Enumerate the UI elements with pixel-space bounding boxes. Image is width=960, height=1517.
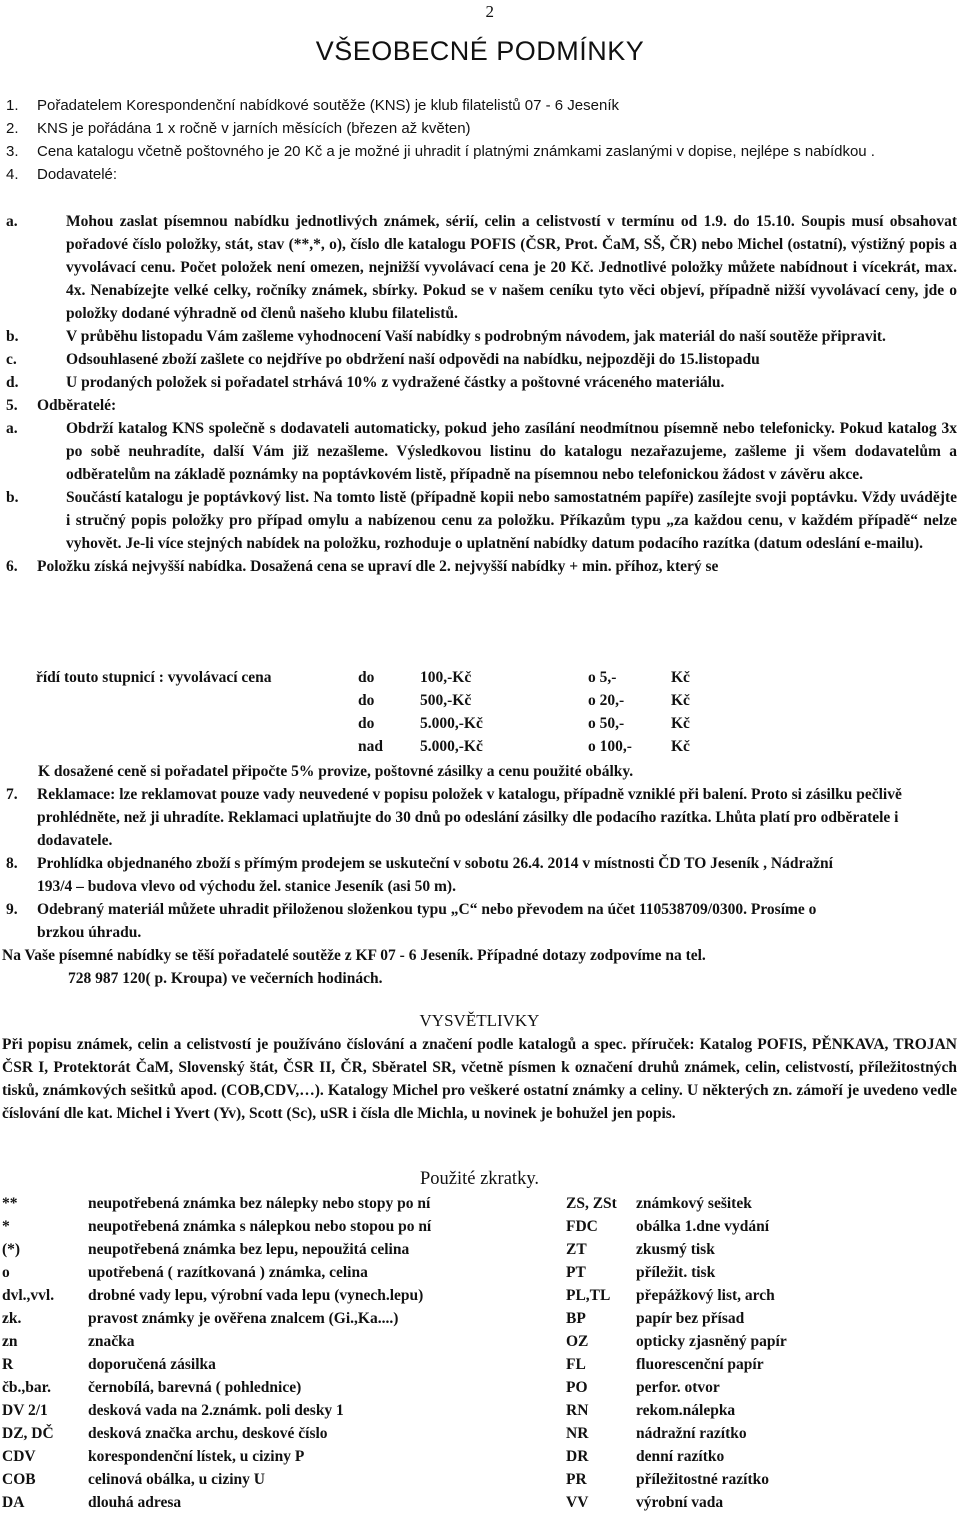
abbreviation-code: o xyxy=(2,1264,10,1281)
list-item: a. Mohou zaslat písemnou nabídku jednotlivých známek, sérií, celin a celistvostí v termínu od 1.9. do 15.10. Soupis musí obsahovat pořadové číslo položky, stát, stav (**,*, o), číslo dle katalogu POFIS (ČSR, Prot. ČaM, SŠ, ČR) nebo Michel (ostatní), výstižný popis a vyvolávací cenu. Počet položek není omezen, nejnižší vyvolávací cena je 20 Kč. Jednotlivé položky můžete nabídnout i vícekrát, max. 4x. Nenabízejte velké celky, ročníky známek, sbírky. Pokud se v našem ceníku tyto věci objeví, případně nižší vyvolávací ceny, jde o položky dodané výhradně od členů našeho klubu filatelistů. xyxy=(6,213,957,322)
abbreviation-meaning: rekom.nálepka xyxy=(636,1402,736,1419)
table-row xyxy=(2,1448,787,1471)
abbreviation-code: DA xyxy=(2,1494,25,1511)
abbreviation-meaning: značka xyxy=(88,1333,135,1350)
abbreviation-code: ZS, ZSt xyxy=(566,1195,617,1212)
table-row xyxy=(2,1471,787,1494)
table-row xyxy=(2,1241,787,1264)
table-row xyxy=(2,1402,787,1425)
abbreviation-meaning: příležitostné razítko xyxy=(636,1471,770,1488)
table-row xyxy=(2,1195,787,1218)
abbreviation-code: DR xyxy=(566,1448,589,1465)
abbreviation-code: RN xyxy=(566,1402,589,1419)
commission-note: K dosažené ceně si pořadatel připočte 5% provize, poštovné zásilky a cenu použité obálky. xyxy=(38,763,634,780)
abbreviation-meaning: výrobní vada xyxy=(636,1494,724,1511)
abbreviation-code: R xyxy=(2,1356,14,1373)
abbreviation-meaning: celinová obálka, u ciziny U xyxy=(88,1471,265,1488)
abbreviation-code: FDC xyxy=(566,1218,598,1235)
list-item: 7. Reklamace: lze reklamovat pouze vady neuvedené v popisu položek v katalogu, případně vzniklé při balení. Proto si zásilku pečlivě prohlédněte, než ji uhradíte. Reklamaci uplatňujte do 30 dnů po odeslání zásilky dle podacího razítka. Lhůta platí pro odběratele i dodavatele. xyxy=(6,786,902,849)
table-row xyxy=(2,1356,787,1379)
abbreviation-meaning: neupotřebená známka bez lepu, nepoužitá celina xyxy=(88,1241,410,1258)
abbreviation-meaning: přepážkový list, arch xyxy=(636,1287,775,1304)
abbreviation-code: zk. xyxy=(2,1310,22,1327)
explanations-title: VYSVĚTLIVKY xyxy=(419,1011,540,1030)
abbreviation-meaning: doporučená zásilka xyxy=(88,1356,216,1373)
abbreviation-meaning: neupotřebená známka bez nálepky nebo stopy po ní xyxy=(88,1195,431,1212)
list-item: 5. Odběratelé: xyxy=(6,397,117,414)
abbreviation-code: FL xyxy=(566,1356,586,1373)
table-row: nad 5.000,-Kč o 100,- Kč xyxy=(358,737,690,755)
abbreviation-code: COB xyxy=(2,1471,36,1488)
abbreviation-meaning: obálka 1.dne vydání xyxy=(636,1218,770,1235)
list-item: b. Součástí katalogu je poptávkový list. Na tomto listě (případně kopii nebo samostatném papíře) zasílejte svoji poptávku. Vždy uvádějte i stručný popis položky pro případ omylu a nabízenou cenu za položku. Příkazům typu „za každou cenu, v každém případě“ nelze vyhovět. Je-li více stejných nabídek na položku, rozhoduje o uplatnění nabídky datum podacího razítka (datum odeslání e-mailu). xyxy=(6,489,957,552)
abbreviation-meaning: opticky zjasněný papír xyxy=(636,1333,787,1350)
list-item: b. V průběhu listopadu Vám zašleme vyhodnocení Vaší nabídky s podrobným návodem, jak materiál do naší soutěže připravit. xyxy=(6,328,886,345)
abbreviation-meaning: drobné vady lepu, výrobní vada lepu (vynech.lepu) xyxy=(88,1287,424,1304)
abbreviation-code: DV 2/1 xyxy=(2,1402,48,1419)
abbreviation-meaning: zkusmý tisk xyxy=(636,1241,715,1258)
closing-line: Na Vaše písemné nabídky se těší pořadatelé soutěže z KF 07 - 6 Jeseník. Případné dotazy zodpovíme na tel. xyxy=(2,947,706,964)
list-item: 9. Odebraný materiál můžete uhradit přiloženou složenkou typu „C“ nebo převodem na účet 110538709/0300. Prosíme o brzkou úhradu. xyxy=(6,901,817,941)
abbreviation-meaning: desková vada na 2.známk. poli desky 1 xyxy=(88,1402,344,1419)
abbreviations-table xyxy=(2,1195,787,1517)
abbreviation-code: BP xyxy=(566,1310,586,1327)
abbreviation-code: NR xyxy=(566,1425,589,1442)
table-row xyxy=(2,1264,787,1287)
table-row xyxy=(2,1310,787,1333)
abbreviation-meaning: upotřebená ( razítkovaná ) známka, celina xyxy=(88,1264,368,1281)
abbreviation-meaning: papír bez přísad xyxy=(636,1310,745,1327)
abbreviation-code: * xyxy=(2,1218,10,1235)
abbreviation-code: ZT xyxy=(566,1241,587,1258)
table-row xyxy=(2,1218,787,1241)
abbreviation-meaning: fluorescenční papír xyxy=(636,1356,764,1373)
list-item: 1. Pořadatelem Korespondenční nabídkové soutěže (KNS) je klub filatelistů 07 - 6 Jeseník xyxy=(6,97,619,114)
abbreviation-meaning: nádražní razítko xyxy=(636,1425,747,1442)
phone-line: 728 987 120( p. Kroupa) ve večerních hodinách. xyxy=(68,970,383,987)
table-row: řídí touto stupnicí : vyvolávací cena do 100,-Kč o 5,- Kč xyxy=(36,668,690,686)
abbreviation-code: VV xyxy=(566,1494,589,1511)
abbreviation-meaning: perfor. otvor xyxy=(636,1379,720,1396)
abbreviation-meaning: neupotřebená známka s nálepkou nebo stopou po ní xyxy=(88,1218,432,1235)
abbreviation-code: DZ, DČ xyxy=(2,1425,54,1442)
table-row: do 500,-Kč o 20,- Kč xyxy=(358,691,690,709)
abbreviation-code: PO xyxy=(566,1379,588,1396)
list-item: c. Odsouhlasené zboží zašlete co nejdříve po obdržení naší odpovědi na nabídku, nejpozději do 15.listopadu xyxy=(6,351,760,368)
list-item: 2. KNS je pořádána 1 x ročně v jarních měsících (březen až květen) xyxy=(6,120,471,137)
abbreviation-meaning: denní razítko xyxy=(636,1448,725,1465)
table-row xyxy=(2,1379,787,1402)
general-conditions-top xyxy=(2,94,957,186)
explanations-text: Při popisu známek, celin a celistvostí je používáno číslování a značení podle katalogů a spec. příruček: Katalog POFIS, PĚNKAVA, TROJAN ČSR I, Protektorát ČaM, Slovenský štát, ČSR II, ČR, Sběratel SR, včetně písmen k označení druhů známek, celin, celistvostí, příležitostných tisků, známkových sešitků apod. (COB,CDV,…). Katalogy Michel pro veškeré ostatní známky a celiny. U některých zn. zámoří je uvedeno vedle číslování dle kat. Michel i Yvert (Yv), Scott (Sc), uSR i čísla dle Michla, u novinek je bohužel jen popis. xyxy=(2,1036,957,1122)
abbreviation-code: ** xyxy=(2,1195,18,1212)
abbreviation-meaning: příležit. tisk xyxy=(636,1264,716,1281)
abbreviation-code: OZ xyxy=(566,1333,589,1350)
page-title: VŠEOBECNÉ PODMÍNKY xyxy=(315,36,645,66)
abbreviation-meaning: černobílá, barevná ( pohlednice) xyxy=(88,1379,302,1396)
table-row xyxy=(2,1494,787,1517)
general-conditions-bottom xyxy=(2,783,957,990)
abbreviation-code: PT xyxy=(566,1264,586,1281)
abbreviation-meaning: desková značka archu, deskové číslo xyxy=(88,1425,328,1442)
table-row xyxy=(2,1425,787,1448)
list-item: 3. Cena katalogu včetně poštovného je 20 Kč a je možné ji uhradit í platnými známkami zaslanými v dopise, nejlépe s nabídkou . xyxy=(6,143,875,160)
list-item: 8. Prohlídka objednaného zboží s přímým prodejem se uskuteční v sobotu 26.4. 2014 v místnosti ČD TO Jeseník , Nádražní 193/4 – budova vlevo od východu žel. stanice Jeseník (asi 50 m). xyxy=(6,855,833,895)
abbreviation-code: zn xyxy=(2,1333,18,1350)
table-row: do 5.000,-Kč o 50,- Kč xyxy=(358,714,690,732)
table-row xyxy=(2,1333,787,1356)
abbreviation-meaning: dlouhá adresa xyxy=(88,1494,182,1511)
abbreviation-code: (*) xyxy=(2,1241,21,1258)
table-row xyxy=(2,1287,787,1310)
abbreviation-code: CDV xyxy=(2,1448,36,1465)
abbreviation-meaning: známkový sešitek xyxy=(636,1195,752,1212)
suppliers-section xyxy=(2,210,957,578)
list-item: 6. Položku získá nejvyšší nabídka. Dosažená cena se upraví dle 2. nejvyšší nabídky + min. příhoz, který se xyxy=(6,558,719,575)
abbreviations-title: Použité zkratky. xyxy=(419,1169,539,1189)
abbreviation-meaning: pravost známky je ověřena znalcem (Gi.,Ka....) xyxy=(88,1310,399,1327)
increment-scale-table xyxy=(36,666,690,758)
list-item: d. U prodaných položek si pořadatel strhává 10% z vydražené částky a poštovné vráceného materiálu. xyxy=(6,374,725,391)
list-item: a. Obdrží katalog KNS společně s dodavateli automaticky, pokud jeho zasílání neodmítnou písemně nebo telefonicky. Pokud katalog 3x po sobě neuhradíte, další Vám již nezašleme. Výsledkovou listinu do katalogu nezařazujeme, zašleme ji všem dodavatelům a odběratelům na základě poznámky na poptávkovém listě, případně na písemnou nebo telefonickou žádost v závěru akce. xyxy=(6,420,957,483)
abbreviation-code: PR xyxy=(566,1471,587,1488)
abbreviation-code: dvl.,vvl. xyxy=(2,1287,55,1304)
abbreviation-meaning: korespondenční lístek, u ciziny P xyxy=(88,1448,305,1465)
page-number: 2 xyxy=(485,2,494,21)
abbreviation-code: PL,TL xyxy=(566,1287,611,1304)
list-item: 4. Dodavatelé: xyxy=(6,166,118,183)
abbreviation-code: čb.,bar. xyxy=(2,1379,51,1396)
